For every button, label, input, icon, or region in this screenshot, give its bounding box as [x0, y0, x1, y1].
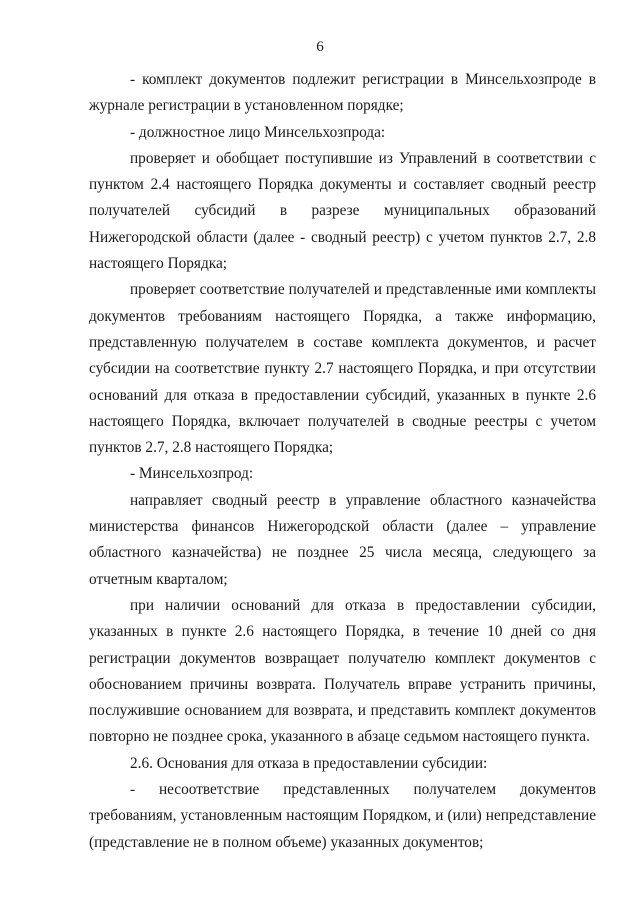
- paragraph-summary-register: проверяет и обобщает поступившие из Управлений в соответствии с пунктом 2.4 настоящего Порядка документы и составляет сводный реестр получателей субсидий в разрезе муниципальных образований Нижегородской области (далее - сводный реестр) с учетом пунктов 2.7, 2.8 настоящего Порядка;: [89, 149, 596, 273]
- paragraph-official-heading: - должностное лицо Минсельхозпрода:: [130, 123, 386, 141]
- paragraph-ministry-heading: - Минсельхозпрод:: [130, 465, 254, 483]
- paragraph-registration: - комплект документов подлежит регистрации в Минсельхозпроде в журнале регистрации в установленном порядке;: [89, 71, 596, 115]
- document-body: [89, 67, 596, 856]
- paragraph-treasury: направляет сводный реестр в управление областного казначейства министерства финансов Нижегородской области (далее – управление областного казначейства) не позднее 25 числа месяца, следующего за отчетным кварталом;: [89, 491, 596, 588]
- paragraph-refusal-return: при наличии оснований для отказа в предоставлении субсидии, указанных в пункте 2.6 настоящего Порядка, в течение 10 дней со дня регистрации документов возвращает получателю комплект документов с обоснованием причины возврата. Получатель вправе устранить причины, послужившие основанием для возврата, и представить комплект документов повторно не позднее срока, указанного в абзаце седьмом настоящего пункта.: [89, 596, 596, 746]
- paragraph-noncompliance: - несоответствие представленных получателем документов требованиям, установленным настоящим Порядком, и (или) непредставление (представление не в полном объеме) указанных документов;: [89, 781, 596, 851]
- paragraph-verification: проверяет соответствие получателей и представленные ими комплекты документов требованиям настоящего Порядка, а также информацию, представленную получателем в составе комплекта документов, и расчет субсидии на соответствие пункту 2.7 настоящего Порядка, и при отсутствии оснований для отказа в предоставлении субсидий, указанных в пункте 2.6 настоящего Порядка, включает получателей в сводные реестры с учетом пунктов 2.7, 2.8 настоящего Порядка;: [89, 281, 596, 457]
- paragraph-section-2-6: 2.6. Основания для отказа в предоставлении субсидии:: [130, 754, 488, 772]
- page-number: 6: [316, 39, 324, 55]
